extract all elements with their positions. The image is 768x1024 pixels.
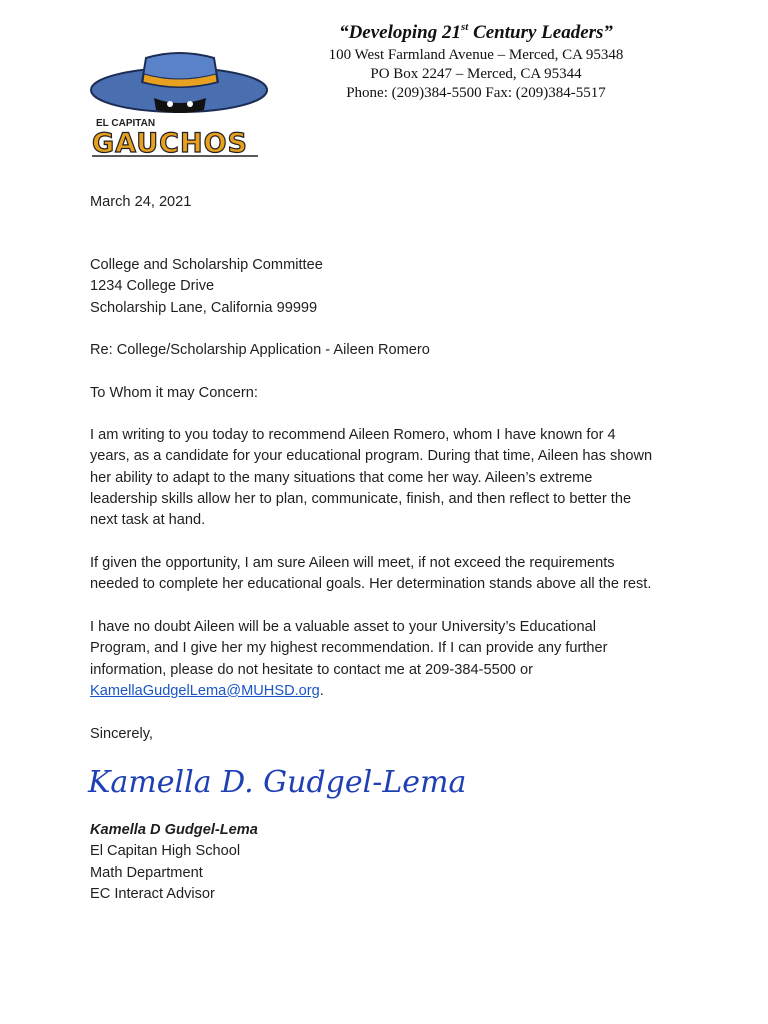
para-line: If given the opportunity, I am sure Aileen will meet, if not exceed the requirements <box>90 555 615 571</box>
signer-block <box>90 820 258 905</box>
address-line-1: 100 West Farmland Avenue – Merced, CA 95348 <box>328 47 624 63</box>
para-line: next task at hand. <box>90 512 206 529</box>
paragraph-1 <box>90 425 690 531</box>
closing: Sincerely, <box>90 726 153 742</box>
letter-date: March 24, 2021 <box>90 194 192 210</box>
para-line: information, please do not hesitate to contact me at 209-384-5500 or <box>90 661 533 678</box>
motto-open: “Developing 21 <box>339 22 461 43</box>
signer-school: El Capitan High School <box>90 843 241 860</box>
recipient-line: 1234 College Drive <box>90 278 215 295</box>
logo-large-text: GAUCHOS <box>92 128 248 159</box>
motto-close: Century Leaders” <box>468 22 613 43</box>
email-suffix: . <box>319 682 324 699</box>
paragraph-2 <box>90 553 690 596</box>
recipient-line: Scholarship Lane, California 99999 <box>90 299 318 316</box>
salutation: To Whom it may Concern: <box>90 385 258 401</box>
phone-line: Phone: (209)384-5500 Fax: (209)384-5517 <box>346 85 606 101</box>
para-line: years, as a candidate for your educational program. During that time, Aileen has shown <box>90 448 653 465</box>
email-line <box>90 681 690 702</box>
para-line: leadership skills allow her to plan, communicate, finish, and then reflect to better the <box>90 490 632 507</box>
para-line: I have no doubt Aileen will be a valuable asset to your University’s Educational <box>90 619 596 635</box>
recipient-line: College and Scholarship Committee <box>90 257 323 273</box>
logo-small-text: EL CAPITAN <box>96 118 156 129</box>
recipient-block <box>90 255 690 319</box>
el-capitan-gauchos-logo <box>84 52 270 162</box>
para-line: I am writing to you today to recommend Aileen Romero, whom I have known for 4 <box>90 427 616 443</box>
handwritten-signature <box>84 752 467 812</box>
signer-name: Kamella D Gudgel-Lema <box>90 822 258 838</box>
subject-line: Re: College/Scholarship Application - Aileen Romero <box>90 342 430 358</box>
para-line: needed to complete her educational goals. Her determination stands above all the rest. <box>90 576 652 593</box>
address-line-2: PO Box 2247 – Merced, CA 95344 <box>370 66 582 82</box>
letterhead <box>300 20 652 103</box>
motto-sup: st <box>460 21 469 33</box>
signature-text: Kamella D. Gudgel-Lema <box>88 765 467 800</box>
para-line: Program, and I give her my highest recommendation. If I can provide any further <box>90 640 608 657</box>
signer-department: Math Department <box>90 864 203 881</box>
motto <box>300 20 652 46</box>
paragraph-3 <box>90 617 690 702</box>
para-line: her ability to adapt to the many situations that come her way. Aileen’s extreme <box>90 469 593 486</box>
signer-role: EC Interact Advisor <box>90 885 215 902</box>
email-link[interactable]: KamellaGudgelLema@MUHSD.org <box>90 682 320 699</box>
